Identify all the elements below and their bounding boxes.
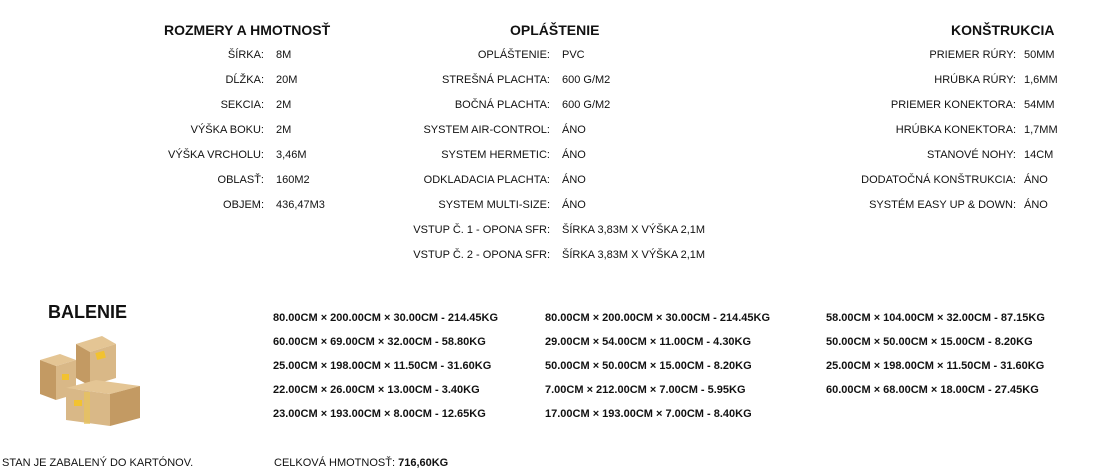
spec-label: SYSTEM AIR-CONTROL:: [423, 124, 550, 136]
spec-label: STANOVÉ NOHY:: [926, 149, 1016, 161]
package-item: 25.00CM × 198.00CM × 11.50CM - 31.60KG: [826, 360, 1045, 372]
spec-value: 54MM: [1024, 99, 1055, 111]
total-weight-value: 716,60KG: [398, 457, 449, 469]
spec-label: SYSTÉM EASY UP & DOWN:: [869, 199, 1016, 211]
spec-label: DODATOČNÁ KONŠTRUKCIA:: [861, 174, 1016, 186]
spec-label: STREŠNÁ PLACHTA:: [442, 74, 550, 86]
spec-value: ŠÍRKA 3,83M X VÝŠKA 2,1M: [562, 224, 706, 236]
spec-value: 600 G/M2: [562, 99, 611, 111]
spec-label: PRIEMER KONEKTORA:: [890, 99, 1016, 111]
spec-value: ÁNO: [562, 199, 586, 211]
total-weight-label: CELKOVÁ HMOTNOSŤ:: [274, 457, 396, 469]
package-item: 25.00CM × 198.00CM × 11.50CM - 31.60KG: [273, 360, 492, 372]
spec-label: PRIEMER RÚRY:: [929, 49, 1016, 61]
spec-label: ODKLADACIA PLACHTA:: [423, 174, 550, 186]
spec-value: ÁNO: [1024, 199, 1048, 211]
spec-value: 436,47M3: [276, 199, 325, 211]
cardboard-boxes-icon: [36, 330, 146, 430]
package-item: 17.00CM × 193.00CM × 7.00CM - 8.40KG: [545, 408, 752, 420]
spec-label: SEKCIA:: [220, 99, 264, 111]
spec-value: 1,6MM: [1024, 74, 1058, 86]
package-item: 50.00CM × 50.00CM × 15.00CM - 8.20KG: [545, 360, 752, 372]
package-item: 22.00CM × 26.00CM × 13.00CM - 3.40KG: [273, 384, 480, 396]
spec-value: 20M: [276, 74, 298, 86]
heading-konstrukcia: KONŠTRUKCIA: [951, 22, 1055, 38]
spec-label: VSTUP Č. 2 - OPONA SFR:: [413, 249, 550, 261]
spec-value: ÁNO: [562, 149, 586, 161]
spec-value: 14CM: [1024, 149, 1054, 161]
package-item: 60.00CM × 68.00CM × 18.00CM - 27.45KG: [826, 384, 1039, 396]
spec-value: 3,46M: [276, 149, 307, 161]
spec-label: OPLÁŠTENIE:: [477, 49, 550, 61]
spec-value: 160M2: [276, 174, 310, 186]
spec-value: PVC: [562, 49, 585, 61]
spec-label: BOČNÁ PLACHTA:: [454, 99, 550, 111]
package-item: 29.00CM × 54.00CM × 11.00CM - 4.30KG: [545, 336, 752, 348]
heading-oplastenie: OPLÁŠTENIE: [510, 22, 600, 38]
package-item: 60.00CM × 69.00CM × 32.00CM - 58.80KG: [273, 336, 486, 348]
spec-label: VSTUP Č. 1 - OPONA SFR:: [413, 224, 550, 236]
package-item: 23.00CM × 193.00CM × 8.00CM - 12.65KG: [273, 408, 486, 420]
heading-rozmery: ROZMERY A HMOTNOSŤ: [164, 22, 331, 38]
spec-label: SYSTEM MULTI-SIZE:: [438, 199, 550, 211]
spec-value: 2M: [276, 99, 292, 111]
spec-label: HRÚBKA KONEKTORA:: [895, 124, 1016, 136]
spec-label: HRÚBKA RÚRY:: [934, 74, 1016, 86]
package-item: 50.00CM × 50.00CM × 15.00CM - 8.20KG: [826, 336, 1033, 348]
spec-label: VÝŠKA VRCHOLU:: [168, 149, 264, 161]
balenie-title: BALENIE: [48, 302, 128, 322]
spec-label: VÝŠKA BOKU:: [190, 124, 264, 136]
spec-label: ŠÍRKA:: [227, 49, 264, 61]
spec-value: ŠÍRKA 3,83M X VÝŠKA 2,1M: [562, 249, 706, 261]
spec-value: 50MM: [1024, 49, 1055, 61]
spec-label: OBLASŤ:: [217, 174, 264, 186]
spec-label: DĹŽKA:: [225, 74, 264, 86]
packed-note: STAN JE ZABALENÝ DO KARTÓNOV.: [2, 457, 194, 469]
spec-value: ÁNO: [1024, 174, 1048, 186]
spec-value: 600 G/M2: [562, 74, 611, 86]
package-item: 80.00CM × 200.00CM × 30.00CM - 214.45KG: [545, 312, 771, 324]
spec-label: OBJEM:: [223, 199, 264, 211]
spec-value: 1,7MM: [1024, 124, 1058, 136]
package-item: 7.00CM × 212.00CM × 7.00CM - 5.95KG: [545, 384, 746, 396]
spec-value: ÁNO: [562, 174, 586, 186]
spec-value: ÁNO: [562, 124, 586, 136]
spec-label: SYSTEM HERMETIC:: [441, 149, 550, 161]
package-item: 80.00CM × 200.00CM × 30.00CM - 214.45KG: [273, 312, 499, 324]
spec-value: 2M: [276, 124, 292, 136]
package-item: 58.00CM × 104.00CM × 32.00CM - 87.15KG: [826, 312, 1045, 324]
spec-value: 8M: [276, 49, 292, 61]
total-weight: [274, 457, 448, 469]
